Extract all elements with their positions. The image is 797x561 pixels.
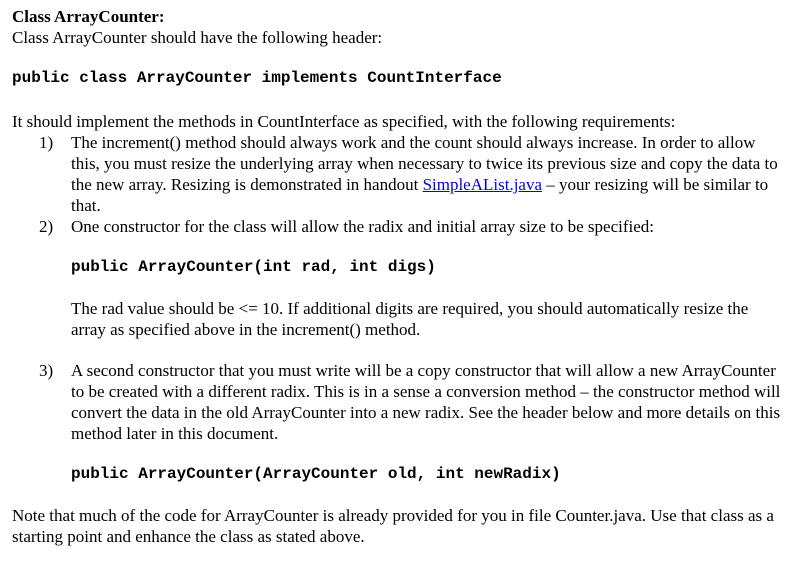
item-note: The rad value should be <= 10. If additional digits are required, you should automatically resize the array as specified above in the increment() method. — [71, 299, 749, 339]
requirement-item-2 — [12, 216, 787, 340]
closing-note: Note that much of the code for ArrayCounter is already provided for you in file Counter.java. Use that class as a starting point and enhance the class as stated above. — [12, 506, 774, 546]
constructor-code: public ArrayCounter(int rad, int digs) — [71, 258, 436, 276]
requirement-item-1 — [12, 132, 787, 216]
requirements-intro: It should implement the methods in CountInterface as specified, with the following requirements: — [12, 112, 676, 131]
requirement-item-3 — [12, 360, 787, 485]
item-number: 1) — [39, 133, 54, 152]
document-page — [12, 6, 787, 547]
requirements-list — [12, 132, 787, 485]
item-number: 2) — [39, 217, 54, 236]
item-text: One constructor for the class will allow the radix and initial array size to be specified: — [71, 217, 654, 236]
item-text: The increment() method should always work and the count should always increase. In order to allow this, you must resize the underlying array when necessary to twice its previous size and copy the data to the new array. Resizing is demonstrated in handout — [71, 133, 778, 194]
copy-constructor-code: public ArrayCounter(ArrayCounter old, int newRadix) — [71, 465, 561, 483]
simplealist-link[interactable]: SimpleAList.java — [422, 175, 543, 194]
intro-text: Class ArrayCounter should have the following header: — [12, 28, 383, 47]
item-text-after-link: – your resizing will be similar to that. — [71, 175, 769, 215]
item-number: 3) — [39, 361, 54, 380]
section-title: Class ArrayCounter: — [12, 7, 165, 26]
class-header-code: public class ArrayCounter implements CountInterface — [12, 69, 502, 87]
item-text: A second constructor that you must write will be a copy constructor that will allow a new ArrayCounter to be created with a different radix. This is in a sense a conversion method – the constructor method will convert the data in the old ArrayCounter into a new radix. See the header below and more details on this method later in this document. — [71, 361, 781, 443]
